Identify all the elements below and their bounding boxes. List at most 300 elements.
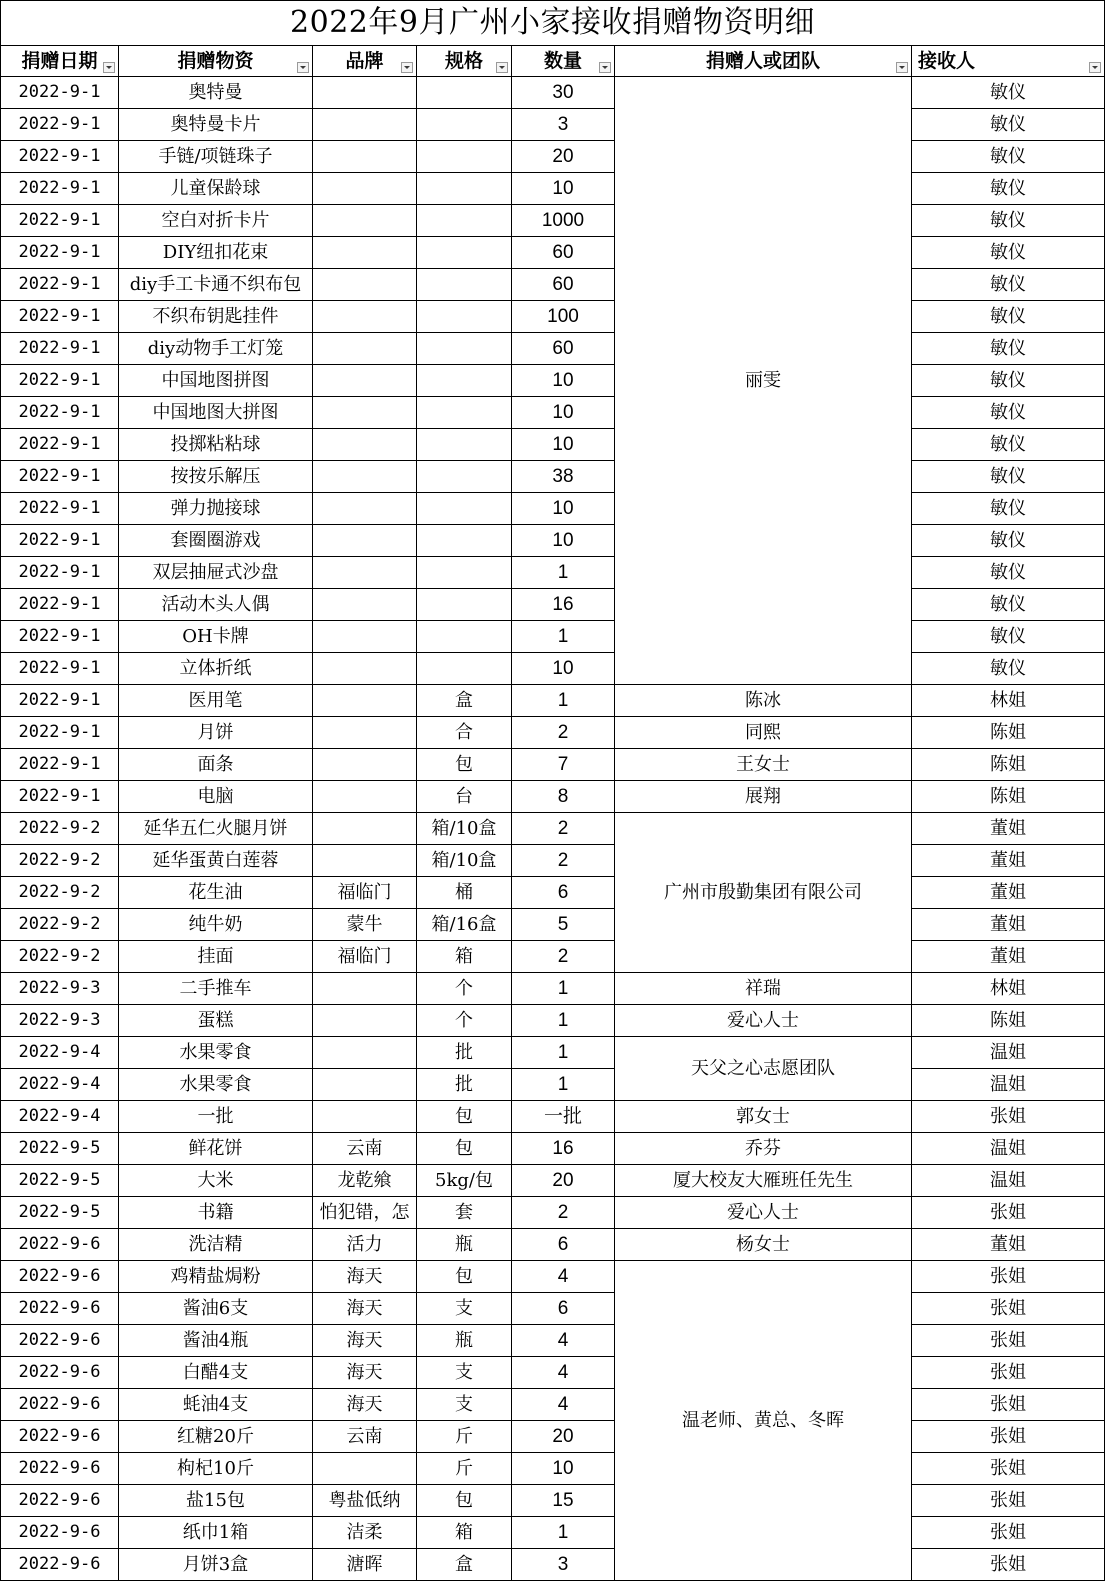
filter-dropdown-icon[interactable] [896, 62, 908, 73]
brand-cell[interactable] [313, 589, 417, 621]
spec-cell[interactable]: 批 [417, 1037, 512, 1069]
receiver-cell[interactable]: 温姐 [912, 1069, 1105, 1101]
receiver-cell[interactable]: 董姐 [912, 941, 1105, 973]
receiver-cell[interactable]: 董姐 [912, 845, 1105, 877]
qty-cell[interactable]: 10 [512, 653, 615, 685]
item-cell[interactable]: 投掷粘粘球 [119, 429, 313, 461]
brand-cell[interactable]: 福临门 [313, 877, 417, 909]
date-cell[interactable]: 2022-9-1 [1, 717, 119, 749]
date-cell[interactable]: 2022-9-3 [1, 1005, 119, 1037]
donor-cell[interactable]: 陈冰 [615, 685, 912, 717]
spec-cell[interactable]: 合 [417, 717, 512, 749]
date-cell[interactable]: 2022-9-1 [1, 653, 119, 685]
qty-cell[interactable]: 16 [512, 589, 615, 621]
date-cell[interactable]: 2022-9-6 [1, 1229, 119, 1261]
brand-cell[interactable] [313, 1037, 417, 1069]
spec-cell[interactable]: 包 [417, 1485, 512, 1517]
date-cell[interactable]: 2022-9-4 [1, 1069, 119, 1101]
date-cell[interactable]: 2022-9-6 [1, 1421, 119, 1453]
qty-cell[interactable]: 10 [512, 1453, 615, 1485]
date-cell[interactable]: 2022-9-6 [1, 1549, 119, 1581]
receiver-cell[interactable]: 敏仪 [912, 365, 1105, 397]
filter-dropdown-icon[interactable] [401, 62, 413, 73]
brand-cell[interactable] [313, 141, 417, 173]
brand-cell[interactable]: 云南 [313, 1133, 417, 1165]
header-item[interactable] [119, 46, 313, 77]
date-cell[interactable]: 2022-9-1 [1, 237, 119, 269]
qty-cell[interactable]: 15 [512, 1485, 615, 1517]
qty-cell[interactable]: 8 [512, 781, 615, 813]
qty-cell[interactable]: 1 [512, 973, 615, 1005]
filter-dropdown-icon[interactable] [496, 62, 508, 73]
date-cell[interactable]: 2022-9-6 [1, 1293, 119, 1325]
spec-cell[interactable]: 箱 [417, 941, 512, 973]
spec-cell[interactable] [417, 493, 512, 525]
date-cell[interactable]: 2022-9-2 [1, 813, 119, 845]
receiver-cell[interactable]: 敏仪 [912, 493, 1105, 525]
qty-cell[interactable]: 6 [512, 1229, 615, 1261]
header-date[interactable] [1, 46, 119, 77]
brand-cell[interactable]: 蒙牛 [313, 909, 417, 941]
item-cell[interactable]: 水果零食 [119, 1037, 313, 1069]
qty-cell[interactable]: 4 [512, 1261, 615, 1293]
qty-cell[interactable]: 2 [512, 717, 615, 749]
item-cell[interactable]: 花生油 [119, 877, 313, 909]
receiver-cell[interactable]: 张姐 [912, 1421, 1105, 1453]
item-cell[interactable]: 枸杞10斤 [119, 1453, 313, 1485]
brand-cell[interactable] [313, 397, 417, 429]
qty-cell[interactable]: 1 [512, 1037, 615, 1069]
date-cell[interactable]: 2022-9-2 [1, 941, 119, 973]
date-cell[interactable]: 2022-9-1 [1, 621, 119, 653]
brand-cell[interactable] [313, 1005, 417, 1037]
qty-cell[interactable]: 1 [512, 557, 615, 589]
receiver-cell[interactable]: 陈姐 [912, 781, 1105, 813]
qty-cell[interactable]: 6 [512, 1293, 615, 1325]
spec-cell[interactable]: 套 [417, 1197, 512, 1229]
receiver-cell[interactable]: 董姐 [912, 877, 1105, 909]
item-cell[interactable]: 水果零食 [119, 1069, 313, 1101]
date-cell[interactable]: 2022-9-1 [1, 269, 119, 301]
receiver-cell[interactable]: 张姐 [912, 1293, 1105, 1325]
date-cell[interactable]: 2022-9-1 [1, 461, 119, 493]
date-cell[interactable]: 2022-9-1 [1, 301, 119, 333]
date-cell[interactable]: 2022-9-6 [1, 1261, 119, 1293]
qty-cell[interactable]: 3 [512, 1549, 615, 1581]
item-cell[interactable]: 一批 [119, 1101, 313, 1133]
date-cell[interactable]: 2022-9-1 [1, 685, 119, 717]
date-cell[interactable]: 2022-9-4 [1, 1037, 119, 1069]
brand-cell[interactable] [313, 205, 417, 237]
brand-cell[interactable] [313, 621, 417, 653]
date-cell[interactable]: 2022-9-1 [1, 365, 119, 397]
item-cell[interactable]: 双层抽屉式沙盘 [119, 557, 313, 589]
receiver-cell[interactable]: 林姐 [912, 685, 1105, 717]
item-cell[interactable]: 中国地图大拼图 [119, 397, 313, 429]
item-cell[interactable]: 延华五仁火腿月饼 [119, 813, 313, 845]
donor-cell[interactable]: 乔芬 [615, 1133, 912, 1165]
item-cell[interactable]: 按按乐解压 [119, 461, 313, 493]
item-cell[interactable]: 儿童保龄球 [119, 173, 313, 205]
donor-cell[interactable]: 展翔 [615, 781, 912, 813]
qty-cell[interactable]: 4 [512, 1357, 615, 1389]
spec-cell[interactable]: 支 [417, 1357, 512, 1389]
qty-cell[interactable]: 2 [512, 941, 615, 973]
receiver-cell[interactable]: 敏仪 [912, 237, 1105, 269]
qty-cell[interactable]: 6 [512, 877, 615, 909]
item-cell[interactable]: 手链/项链珠子 [119, 141, 313, 173]
brand-cell[interactable] [313, 781, 417, 813]
receiver-cell[interactable]: 董姐 [912, 909, 1105, 941]
brand-cell[interactable] [313, 365, 417, 397]
spec-cell[interactable] [417, 269, 512, 301]
date-cell[interactable]: 2022-9-1 [1, 205, 119, 237]
date-cell[interactable]: 2022-9-2 [1, 845, 119, 877]
brand-cell[interactable] [313, 685, 417, 717]
brand-cell[interactable] [313, 525, 417, 557]
qty-cell[interactable]: 100 [512, 301, 615, 333]
qty-cell[interactable]: 60 [512, 237, 615, 269]
spec-cell[interactable] [417, 653, 512, 685]
qty-cell[interactable]: 4 [512, 1325, 615, 1357]
spec-cell[interactable]: 盒 [417, 1549, 512, 1581]
item-cell[interactable]: 酱油4瓶 [119, 1325, 313, 1357]
brand-cell[interactable] [313, 845, 417, 877]
brand-cell[interactable] [313, 493, 417, 525]
receiver-cell[interactable]: 敏仪 [912, 109, 1105, 141]
receiver-cell[interactable]: 敏仪 [912, 269, 1105, 301]
item-cell[interactable]: 面条 [119, 749, 313, 781]
brand-cell[interactable]: 福临门 [313, 941, 417, 973]
brand-cell[interactable] [313, 557, 417, 589]
qty-cell[interactable]: 一批 [512, 1101, 615, 1133]
brand-cell[interactable]: 海天 [313, 1261, 417, 1293]
receiver-cell[interactable]: 敏仪 [912, 525, 1105, 557]
spec-cell[interactable] [417, 237, 512, 269]
spec-cell[interactable] [417, 109, 512, 141]
receiver-cell[interactable]: 敏仪 [912, 621, 1105, 653]
receiver-cell[interactable]: 敏仪 [912, 77, 1105, 109]
brand-cell[interactable] [313, 237, 417, 269]
spec-cell[interactable]: 桶 [417, 877, 512, 909]
qty-cell[interactable]: 7 [512, 749, 615, 781]
item-cell[interactable]: 不织布钥匙挂件 [119, 301, 313, 333]
receiver-cell[interactable]: 温姐 [912, 1133, 1105, 1165]
spec-cell[interactable] [417, 461, 512, 493]
item-cell[interactable]: 纯牛奶 [119, 909, 313, 941]
date-cell[interactable]: 2022-9-6 [1, 1325, 119, 1357]
date-cell[interactable]: 2022-9-6 [1, 1517, 119, 1549]
item-cell[interactable]: 立体折纸 [119, 653, 313, 685]
item-cell[interactable]: diy手工卡通不织布包 [119, 269, 313, 301]
spec-cell[interactable] [417, 525, 512, 557]
qty-cell[interactable]: 38 [512, 461, 615, 493]
receiver-cell[interactable]: 敏仪 [912, 429, 1105, 461]
spec-cell[interactable]: 个 [417, 1005, 512, 1037]
date-cell[interactable]: 2022-9-5 [1, 1165, 119, 1197]
date-cell[interactable]: 2022-9-1 [1, 493, 119, 525]
spec-cell[interactable]: 5kg/包 [417, 1165, 512, 1197]
receiver-cell[interactable]: 张姐 [912, 1357, 1105, 1389]
receiver-cell[interactable]: 温姐 [912, 1165, 1105, 1197]
brand-cell[interactable] [313, 461, 417, 493]
qty-cell[interactable]: 16 [512, 1133, 615, 1165]
spec-cell[interactable] [417, 173, 512, 205]
spec-cell[interactable] [417, 589, 512, 621]
date-cell[interactable]: 2022-9-1 [1, 397, 119, 429]
item-cell[interactable]: 活动木头人偶 [119, 589, 313, 621]
brand-cell[interactable] [313, 269, 417, 301]
spec-cell[interactable]: 箱/10盒 [417, 813, 512, 845]
brand-cell[interactable]: 粤盐低纳 [313, 1485, 417, 1517]
qty-cell[interactable]: 4 [512, 1389, 615, 1421]
item-cell[interactable]: 蛋糕 [119, 1005, 313, 1037]
receiver-cell[interactable]: 董姐 [912, 813, 1105, 845]
spec-cell[interactable]: 支 [417, 1389, 512, 1421]
qty-cell[interactable]: 3 [512, 109, 615, 141]
filter-dropdown-icon[interactable] [1089, 62, 1101, 73]
qty-cell[interactable]: 10 [512, 173, 615, 205]
spec-cell[interactable]: 包 [417, 1101, 512, 1133]
date-cell[interactable]: 2022-9-1 [1, 333, 119, 365]
spec-cell[interactable]: 包 [417, 1261, 512, 1293]
qty-cell[interactable]: 1 [512, 685, 615, 717]
receiver-cell[interactable]: 陈姐 [912, 1005, 1105, 1037]
receiver-cell[interactable]: 敏仪 [912, 301, 1105, 333]
brand-cell[interactable] [313, 1453, 417, 1485]
receiver-cell[interactable]: 张姐 [912, 1325, 1105, 1357]
spec-cell[interactable]: 箱/16盒 [417, 909, 512, 941]
donor-cell[interactable]: 厦大校友大雁班任先生 [615, 1165, 912, 1197]
spec-cell[interactable]: 瓶 [417, 1229, 512, 1261]
item-cell[interactable]: 鸡精盐焗粉 [119, 1261, 313, 1293]
date-cell[interactable]: 2022-9-1 [1, 173, 119, 205]
receiver-cell[interactable]: 敏仪 [912, 205, 1105, 237]
receiver-cell[interactable]: 敏仪 [912, 461, 1105, 493]
brand-cell[interactable]: 溏晖 [313, 1549, 417, 1581]
filter-dropdown-icon[interactable] [103, 62, 115, 73]
qty-cell[interactable]: 20 [512, 1421, 615, 1453]
item-cell[interactable]: 电脑 [119, 781, 313, 813]
donor-cell[interactable]: 天父之心志愿团队 [615, 1037, 912, 1101]
spec-cell[interactable] [417, 365, 512, 397]
item-cell[interactable]: 洗洁精 [119, 1229, 313, 1261]
qty-cell[interactable]: 10 [512, 493, 615, 525]
donor-cell[interactable]: 爱心人士 [615, 1197, 912, 1229]
item-cell[interactable]: DIY纽扣花束 [119, 237, 313, 269]
spec-cell[interactable] [417, 397, 512, 429]
brand-cell[interactable] [313, 109, 417, 141]
spec-cell[interactable] [417, 205, 512, 237]
item-cell[interactable]: 盐15包 [119, 1485, 313, 1517]
receiver-cell[interactable]: 林姐 [912, 973, 1105, 1005]
spec-cell[interactable] [417, 621, 512, 653]
receiver-cell[interactable]: 敏仪 [912, 397, 1105, 429]
brand-cell[interactable]: 怕犯错，怎 [313, 1197, 417, 1229]
item-cell[interactable]: 红糖20斤 [119, 1421, 313, 1453]
date-cell[interactable]: 2022-9-3 [1, 973, 119, 1005]
date-cell[interactable]: 2022-9-6 [1, 1389, 119, 1421]
header-receiver[interactable] [912, 46, 1105, 77]
receiver-cell[interactable]: 张姐 [912, 1101, 1105, 1133]
qty-cell[interactable]: 2 [512, 1197, 615, 1229]
brand-cell[interactable] [313, 653, 417, 685]
brand-cell[interactable] [313, 973, 417, 1005]
qty-cell[interactable]: 1 [512, 621, 615, 653]
date-cell[interactable]: 2022-9-1 [1, 557, 119, 589]
brand-cell[interactable] [313, 749, 417, 781]
qty-cell[interactable]: 10 [512, 397, 615, 429]
donor-cell[interactable]: 王女士 [615, 749, 912, 781]
qty-cell[interactable]: 10 [512, 429, 615, 461]
brand-cell[interactable]: 活力 [313, 1229, 417, 1261]
donor-cell[interactable]: 广州市殷勤集团有限公司 [615, 813, 912, 973]
item-cell[interactable]: 蚝油4支 [119, 1389, 313, 1421]
spec-cell[interactable] [417, 141, 512, 173]
spec-cell[interactable] [417, 333, 512, 365]
spec-cell[interactable]: 箱/10盒 [417, 845, 512, 877]
brand-cell[interactable] [313, 1101, 417, 1133]
date-cell[interactable]: 2022-9-6 [1, 1453, 119, 1485]
filter-dropdown-icon[interactable] [599, 62, 611, 73]
date-cell[interactable]: 2022-9-1 [1, 141, 119, 173]
spec-cell[interactable]: 瓶 [417, 1325, 512, 1357]
item-cell[interactable]: 奥特曼 [119, 77, 313, 109]
brand-cell[interactable]: 海天 [313, 1357, 417, 1389]
item-cell[interactable]: diy动物手工灯笼 [119, 333, 313, 365]
brand-cell[interactable]: 云南 [313, 1421, 417, 1453]
item-cell[interactable]: 医用笔 [119, 685, 313, 717]
item-cell[interactable]: 弹力抛接球 [119, 493, 313, 525]
donor-cell[interactable]: 丽雯 [615, 77, 912, 685]
receiver-cell[interactable]: 敏仪 [912, 653, 1105, 685]
item-cell[interactable]: 白醋4支 [119, 1357, 313, 1389]
qty-cell[interactable]: 20 [512, 141, 615, 173]
date-cell[interactable]: 2022-9-1 [1, 781, 119, 813]
brand-cell[interactable]: 海天 [313, 1325, 417, 1357]
date-cell[interactable]: 2022-9-1 [1, 749, 119, 781]
item-cell[interactable]: 奥特曼卡片 [119, 109, 313, 141]
item-cell[interactable]: 纸巾1箱 [119, 1517, 313, 1549]
spec-cell[interactable]: 包 [417, 749, 512, 781]
brand-cell[interactable]: 海天 [313, 1389, 417, 1421]
receiver-cell[interactable]: 敏仪 [912, 557, 1105, 589]
spec-cell[interactable]: 支 [417, 1293, 512, 1325]
item-cell[interactable]: 挂面 [119, 941, 313, 973]
qty-cell[interactable]: 2 [512, 845, 615, 877]
qty-cell[interactable]: 60 [512, 269, 615, 301]
brand-cell[interactable] [313, 173, 417, 205]
brand-cell[interactable]: 海天 [313, 1293, 417, 1325]
receiver-cell[interactable]: 张姐 [912, 1549, 1105, 1581]
receiver-cell[interactable]: 张姐 [912, 1485, 1105, 1517]
qty-cell[interactable]: 20 [512, 1165, 615, 1197]
donor-cell[interactable]: 同熙 [615, 717, 912, 749]
date-cell[interactable]: 2022-9-2 [1, 909, 119, 941]
date-cell[interactable]: 2022-9-5 [1, 1197, 119, 1229]
item-cell[interactable]: 二手推车 [119, 973, 313, 1005]
spec-cell[interactable] [417, 557, 512, 589]
donor-cell[interactable]: 爱心人士 [615, 1005, 912, 1037]
header-qty[interactable] [512, 46, 615, 77]
date-cell[interactable]: 2022-9-5 [1, 1133, 119, 1165]
spec-cell[interactable]: 斤 [417, 1421, 512, 1453]
date-cell[interactable]: 2022-9-1 [1, 429, 119, 461]
donor-cell[interactable]: 温老师、黄总、冬晖 [615, 1261, 912, 1581]
receiver-cell[interactable]: 张姐 [912, 1453, 1105, 1485]
receiver-cell[interactable]: 陈姐 [912, 749, 1105, 781]
date-cell[interactable]: 2022-9-1 [1, 589, 119, 621]
spec-cell[interactable]: 批 [417, 1069, 512, 1101]
spec-cell[interactable]: 包 [417, 1133, 512, 1165]
spec-cell[interactable] [417, 429, 512, 461]
receiver-cell[interactable]: 敏仪 [912, 173, 1105, 205]
date-cell[interactable]: 2022-9-1 [1, 77, 119, 109]
receiver-cell[interactable]: 陈姐 [912, 717, 1105, 749]
receiver-cell[interactable]: 敏仪 [912, 141, 1105, 173]
receiver-cell[interactable]: 张姐 [912, 1261, 1105, 1293]
spec-cell[interactable]: 盒 [417, 685, 512, 717]
donor-cell[interactable]: 杨女士 [615, 1229, 912, 1261]
date-cell[interactable]: 2022-9-1 [1, 525, 119, 557]
brand-cell[interactable]: 洁柔 [313, 1517, 417, 1549]
spec-cell[interactable]: 斤 [417, 1453, 512, 1485]
receiver-cell[interactable]: 敏仪 [912, 589, 1105, 621]
spec-cell[interactable] [417, 77, 512, 109]
item-cell[interactable]: 月饼 [119, 717, 313, 749]
receiver-cell[interactable]: 敏仪 [912, 333, 1105, 365]
date-cell[interactable]: 2022-9-6 [1, 1357, 119, 1389]
receiver-cell[interactable]: 温姐 [912, 1037, 1105, 1069]
filter-dropdown-icon[interactable] [297, 62, 309, 73]
brand-cell[interactable] [313, 301, 417, 333]
date-cell[interactable]: 2022-9-1 [1, 109, 119, 141]
qty-cell[interactable]: 1 [512, 1069, 615, 1101]
qty-cell[interactable]: 60 [512, 333, 615, 365]
date-cell[interactable]: 2022-9-6 [1, 1485, 119, 1517]
brand-cell[interactable] [313, 77, 417, 109]
item-cell[interactable]: 空白对折卡片 [119, 205, 313, 237]
brand-cell[interactable] [313, 1069, 417, 1101]
qty-cell[interactable]: 1 [512, 1005, 615, 1037]
header-brand[interactable] [313, 46, 417, 77]
qty-cell[interactable]: 1000 [512, 205, 615, 237]
brand-cell[interactable] [313, 813, 417, 845]
spec-cell[interactable]: 箱 [417, 1517, 512, 1549]
header-spec[interactable] [417, 46, 512, 77]
qty-cell[interactable]: 1 [512, 1517, 615, 1549]
item-cell[interactable]: 酱油6支 [119, 1293, 313, 1325]
brand-cell[interactable]: 龙乾飨 [313, 1165, 417, 1197]
qty-cell[interactable]: 2 [512, 813, 615, 845]
qty-cell[interactable]: 10 [512, 525, 615, 557]
brand-cell[interactable] [313, 717, 417, 749]
item-cell[interactable]: 延华蛋黄白莲蓉 [119, 845, 313, 877]
receiver-cell[interactable]: 张姐 [912, 1197, 1105, 1229]
item-cell[interactable]: 月饼3盒 [119, 1549, 313, 1581]
item-cell[interactable]: 鲜花饼 [119, 1133, 313, 1165]
date-cell[interactable]: 2022-9-4 [1, 1101, 119, 1133]
item-cell[interactable]: 中国地图拼图 [119, 365, 313, 397]
item-cell[interactable]: 套圈圈游戏 [119, 525, 313, 557]
spec-cell[interactable]: 台 [417, 781, 512, 813]
spec-cell[interactable]: 个 [417, 973, 512, 1005]
donor-cell[interactable]: 祥瑞 [615, 973, 912, 1005]
brand-cell[interactable] [313, 429, 417, 461]
date-cell[interactable]: 2022-9-2 [1, 877, 119, 909]
receiver-cell[interactable]: 张姐 [912, 1517, 1105, 1549]
header-donor[interactable] [615, 46, 912, 77]
